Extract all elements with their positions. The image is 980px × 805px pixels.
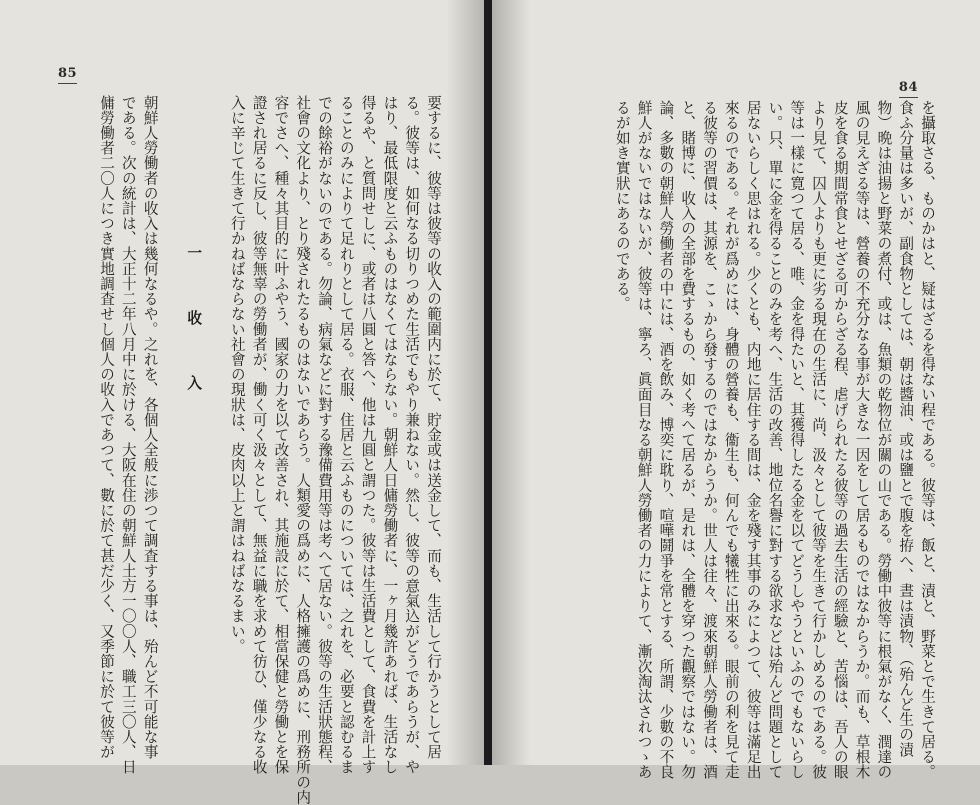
text-line: るが如き實狀にあるのである。 bbox=[613, 100, 631, 312]
text-line: 得るや、と質問せしに、或者は八圓と答へ、他は九圓と謂つた。彼等は生活費として、食費を計上す bbox=[359, 95, 377, 775]
left-page bbox=[0, 0, 484, 805]
page-number: 84 bbox=[899, 80, 918, 98]
text-line: い。只、單に金を得ることのみを考へ、生活の改善、地位名譽に對する欲求などは殆んど問題として bbox=[766, 100, 784, 780]
text-line: ることのみによりて足れりとして居る。衣服、住居と云ふものについては、之れを、必要と認むるま bbox=[337, 95, 355, 775]
text-line: る彼等の習價は、其源を、こゝから發するのではなからうか。世人は往々、渡來朝鮮人勞働者は、酒 bbox=[701, 100, 719, 780]
text-line: 風の見えざる等は、營養の不充分なる事が大きな一因をして居るものではなからうか。而も、草根木 bbox=[853, 100, 871, 780]
text-line: 等は一樣に寛つて居る、唯、金を得たいと、其獲得したる金を以てどうしやうといふのでもないらし bbox=[788, 100, 806, 780]
text-line: 證され居るに反し、彼等無辜の勞働者が、働く可く汲々として、無益に職を求めて彷ひ、僅少なる收 bbox=[250, 95, 268, 775]
text-line: 朝鮮人勞働者の收入は幾何なるや。之れを、各個人全般に渉つて調査する事は、殆んど不可能な事 bbox=[141, 95, 159, 760]
text-line: る。彼等は、如何なる切りつめた生活でもやり兼ねない。然し、彼等の意氣込がどうであらうが、や bbox=[403, 95, 421, 775]
text-line: 傭勞働者二〇人につき實地調査せし個人の收入であつて、數に於て甚だ少く、又季節に於て彼等が bbox=[98, 95, 116, 760]
gutter-shadow bbox=[446, 0, 484, 765]
text-line: での餘裕がないのである。勿論、病氣などに對する豫備費用等は考へて居ない。彼等の生活狀態程、 bbox=[316, 95, 334, 775]
book-gutter bbox=[484, 0, 492, 765]
text-line: である。次の統計は、大正十二年八月中に於ける、大阪在住の朝鮮人土方一〇〇人、職工三〇人、日 bbox=[119, 95, 137, 775]
text-line: 皮を食る期間常食とせざる可からざる程、虐げられたる彼等の過去生活の經驗と、苦惱は、吾人の眼 bbox=[831, 100, 849, 780]
text-line: はり、最低限度と云ふものはなくてはならない。朝鮮人日傭勞働者に、一ヶ月幾許あれば、生活なし bbox=[381, 95, 399, 775]
text-line: 社會の文化より、とり殘されたるものはないであらう。人類愛の爲めに、人格擁護の爲めに、刑務所の内 bbox=[294, 95, 312, 805]
body-text bbox=[95, 95, 444, 805]
text-line: 論、多數の朝鮮人勞働者の中には、酒を飲み、博奕に耽り、喧嘩鬪爭を常とする、所謂、少數の不良 bbox=[657, 100, 675, 780]
text-line: 來るのである。それが爲めには、身體の營養も、衞生も、何んでも犧牲に出來る。眼前の利を見て走 bbox=[722, 100, 740, 780]
text-line: より見て、囚人よりも更に劣る現在の生活に、尚、汲々として彼等を生きて行かしめるのである。彼 bbox=[810, 100, 828, 780]
text-line: 食ふ分量は多いが、副食物としては、朝は醬油、或は鹽とで腹を拵へ、晝は漬物、（殆んど生の漬 bbox=[897, 100, 915, 758]
text-line: 鮮人がないではないが、彼等は、寧ろ、眞面目なる朝鮮人勞働者の力によりて、漸次淘汰されつゝあ bbox=[635, 100, 653, 780]
text-line: 入に辛じて生きて行かねばならない社會の現狀は、皮肉以上と謂はねばなるまい。 bbox=[228, 95, 246, 654]
body-text bbox=[611, 100, 938, 780]
section-heading: 一 收 入 bbox=[185, 245, 203, 408]
right-page bbox=[492, 0, 980, 780]
text-line: 物）晩は油揚と野菜の煮付、或は、魚類の乾物位が關の山である。勞働中彼等に根氣がなく、潤達の bbox=[875, 100, 893, 780]
page-number: 85 bbox=[58, 66, 77, 84]
text-line: と、賭博に、收入の全部を費するもの、如く考へて居るが、是れは、全體を穿つた觀察ではない。勿 bbox=[679, 100, 697, 780]
text-line: 容でさへ、種々其目的に叶ふやう、國家の力を以て改善され、其施設に於て、相當保健と勞働とを保 bbox=[272, 95, 290, 775]
text-line: を攝取さる、ものかはと、疑はざるを得ない程である。彼等は、飯と、漬と、野菜とで生きて居る。 bbox=[919, 100, 936, 780]
gutter-shadow bbox=[492, 0, 530, 765]
text-line: 居ないらしく思はれる。少くとも、内地に居住する間は、金を殘す其事のみによつて、彼等は滿足出 bbox=[744, 100, 762, 780]
text-line: 要するに、彼等は彼等の收入の範圍内に於て、貯金或は送金して、而も、生活して行かうとして居 bbox=[425, 95, 442, 760]
